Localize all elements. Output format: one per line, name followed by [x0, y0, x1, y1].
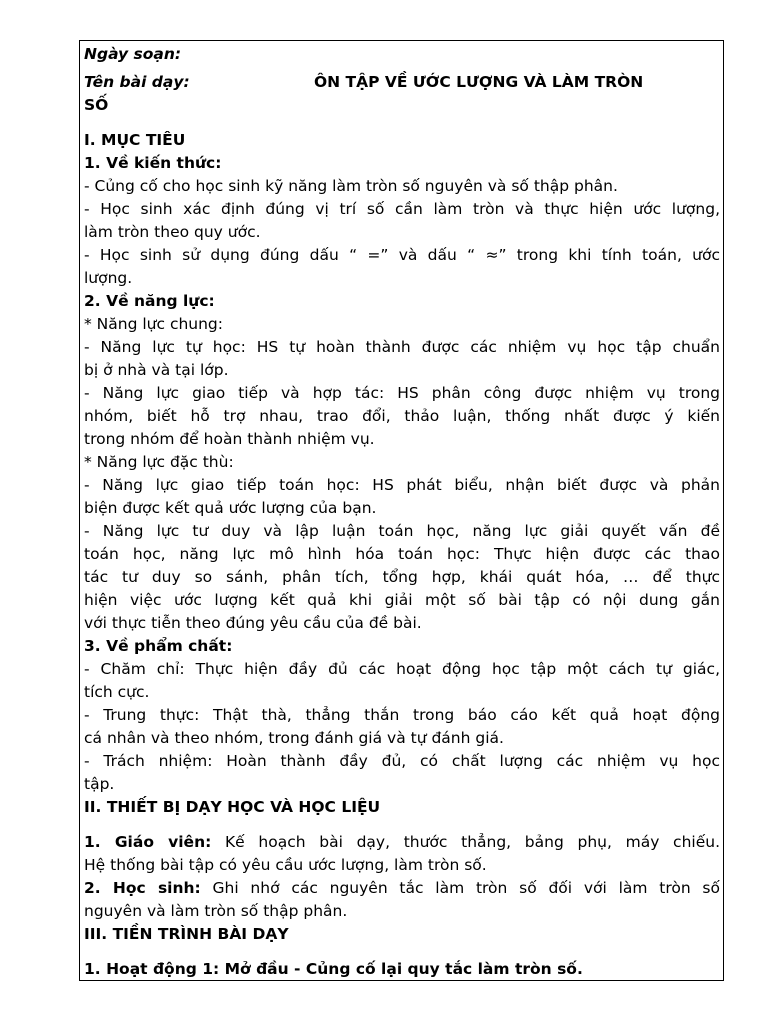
date-label: Ngày soạn: — [84, 45, 182, 63]
teacher-line — [84, 831, 720, 854]
competence-line: biện được kết quả ước lượng của bạn. — [84, 499, 377, 517]
competence-line: hiện việc ước lượng kết quả khi giải một số bài tập có nội dung gắn — [84, 591, 720, 609]
knowledge-line: lượng. — [84, 269, 133, 287]
competence-line: * Năng lực đặc thù: — [84, 453, 234, 471]
quality-line: tập. — [84, 775, 115, 793]
lesson-label: Tên bài dạy: — [84, 73, 190, 91]
competence-line: - Năng lực tự học: HS tự hoàn thành được các nhiệm vụ học tập chuẩn — [84, 338, 720, 356]
competence-line: toán học, năng lực mô hình hóa toán học: Thực hiện được các thao — [84, 545, 720, 563]
section-1-heading: I. MỤC TIÊU — [84, 131, 186, 149]
student-text: Ghi nhớ các nguyên tắc làm tròn số đối với làm tròn số — [200, 879, 720, 897]
knowledge-heading: 1. Về kiến thức: — [84, 154, 222, 172]
student-label: 2. Học sinh: — [84, 879, 201, 897]
lesson-title-row — [84, 71, 720, 94]
competence-line: trong nhóm để hoàn thành nhiệm vụ. — [84, 430, 375, 448]
competence-line: tác tư duy so sánh, phân tích, tổng hợp, khái quát hóa, … để thực — [84, 568, 720, 586]
competence-line: bị ở nhà và tại lớp. — [84, 361, 229, 379]
competence-line: - Năng lực giao tiếp toán học: HS phát biểu, nhận biết được và phản — [84, 476, 720, 494]
quality-line: - Chăm chỉ: Thực hiện đầy đủ các hoạt động học tập một cách tự giác, — [84, 660, 720, 678]
teacher-text-continued: Hệ thống bài tập có yêu cầu ước lượng, làm tròn số. — [84, 856, 487, 874]
competence-line: * Năng lực chung: — [84, 315, 223, 333]
competence-line: - Năng lực giao tiếp và hợp tác: HS phân công được nhiệm vụ trong — [84, 384, 720, 402]
lesson-plan-content — [84, 43, 720, 981]
quality-list — [84, 658, 720, 796]
competence-heading: 2. Về năng lực: — [84, 292, 215, 310]
quality-heading: 3. Về phẩm chất: — [84, 637, 233, 655]
teacher-label: 1. Giáo viên: — [84, 833, 212, 851]
student-line — [84, 877, 720, 900]
competence-line: - Năng lực tư duy và lập luận toán học, năng lực giải quyết vấn đề — [84, 522, 720, 540]
knowledge-list — [84, 175, 720, 290]
activity-1-heading: 1. Hoạt động 1: Mở đầu - Củng cố lại quy tắc làm tròn số. — [84, 960, 583, 978]
knowledge-line: - Học sinh sử dụng đúng dấu “ =” và dấu “ ≈” trong khi tính toán, ước — [84, 246, 720, 264]
quality-line: tích cực. — [84, 683, 150, 701]
student-text-continued: nguyên và làm tròn số thập phân. — [84, 902, 348, 920]
knowledge-line: - Học sinh xác định đúng vị trí số cần làm tròn và thực hiện ước lượng, — [84, 200, 720, 218]
competence-line: với thực tiễn theo đúng yêu cầu của đề bài. — [84, 614, 422, 632]
knowledge-line: - Củng cố cho học sinh kỹ năng làm tròn số nguyên và số thập phân. — [84, 177, 618, 195]
competence-line: nhóm, biết hỗ trợ nhau, trao đổi, thảo luận, thống nhất được ý kiến — [84, 407, 720, 425]
quality-line: - Trách nhiệm: Hoàn thành đầy đủ, có chất lượng các nhiệm vụ học — [84, 752, 720, 770]
section-2-heading: II. THIẾT BỊ DẠY HỌC VÀ HỌC LIỆU — [84, 798, 381, 816]
knowledge-line: làm tròn theo quy ước. — [84, 223, 261, 241]
lesson-title: ÔN TẬP VỀ ƯỚC LƯỢNG VÀ LÀM TRÒN — [314, 73, 644, 91]
competence-list — [84, 313, 720, 635]
teacher-text: Kế hoạch bài dạy, thước thẳng, bảng phụ, máy chiếu. — [211, 833, 720, 851]
quality-line: - Trung thực: Thật thà, thẳng thắn trong báo cáo kết quả hoạt động — [84, 706, 720, 724]
section-3-heading: III. TIỀN TRÌNH BÀI DẠY — [84, 925, 289, 943]
quality-line: cá nhân và theo nhóm, trong đánh giá và tự đánh giá. — [84, 729, 504, 747]
lesson-title-continued: SỐ — [84, 96, 109, 114]
